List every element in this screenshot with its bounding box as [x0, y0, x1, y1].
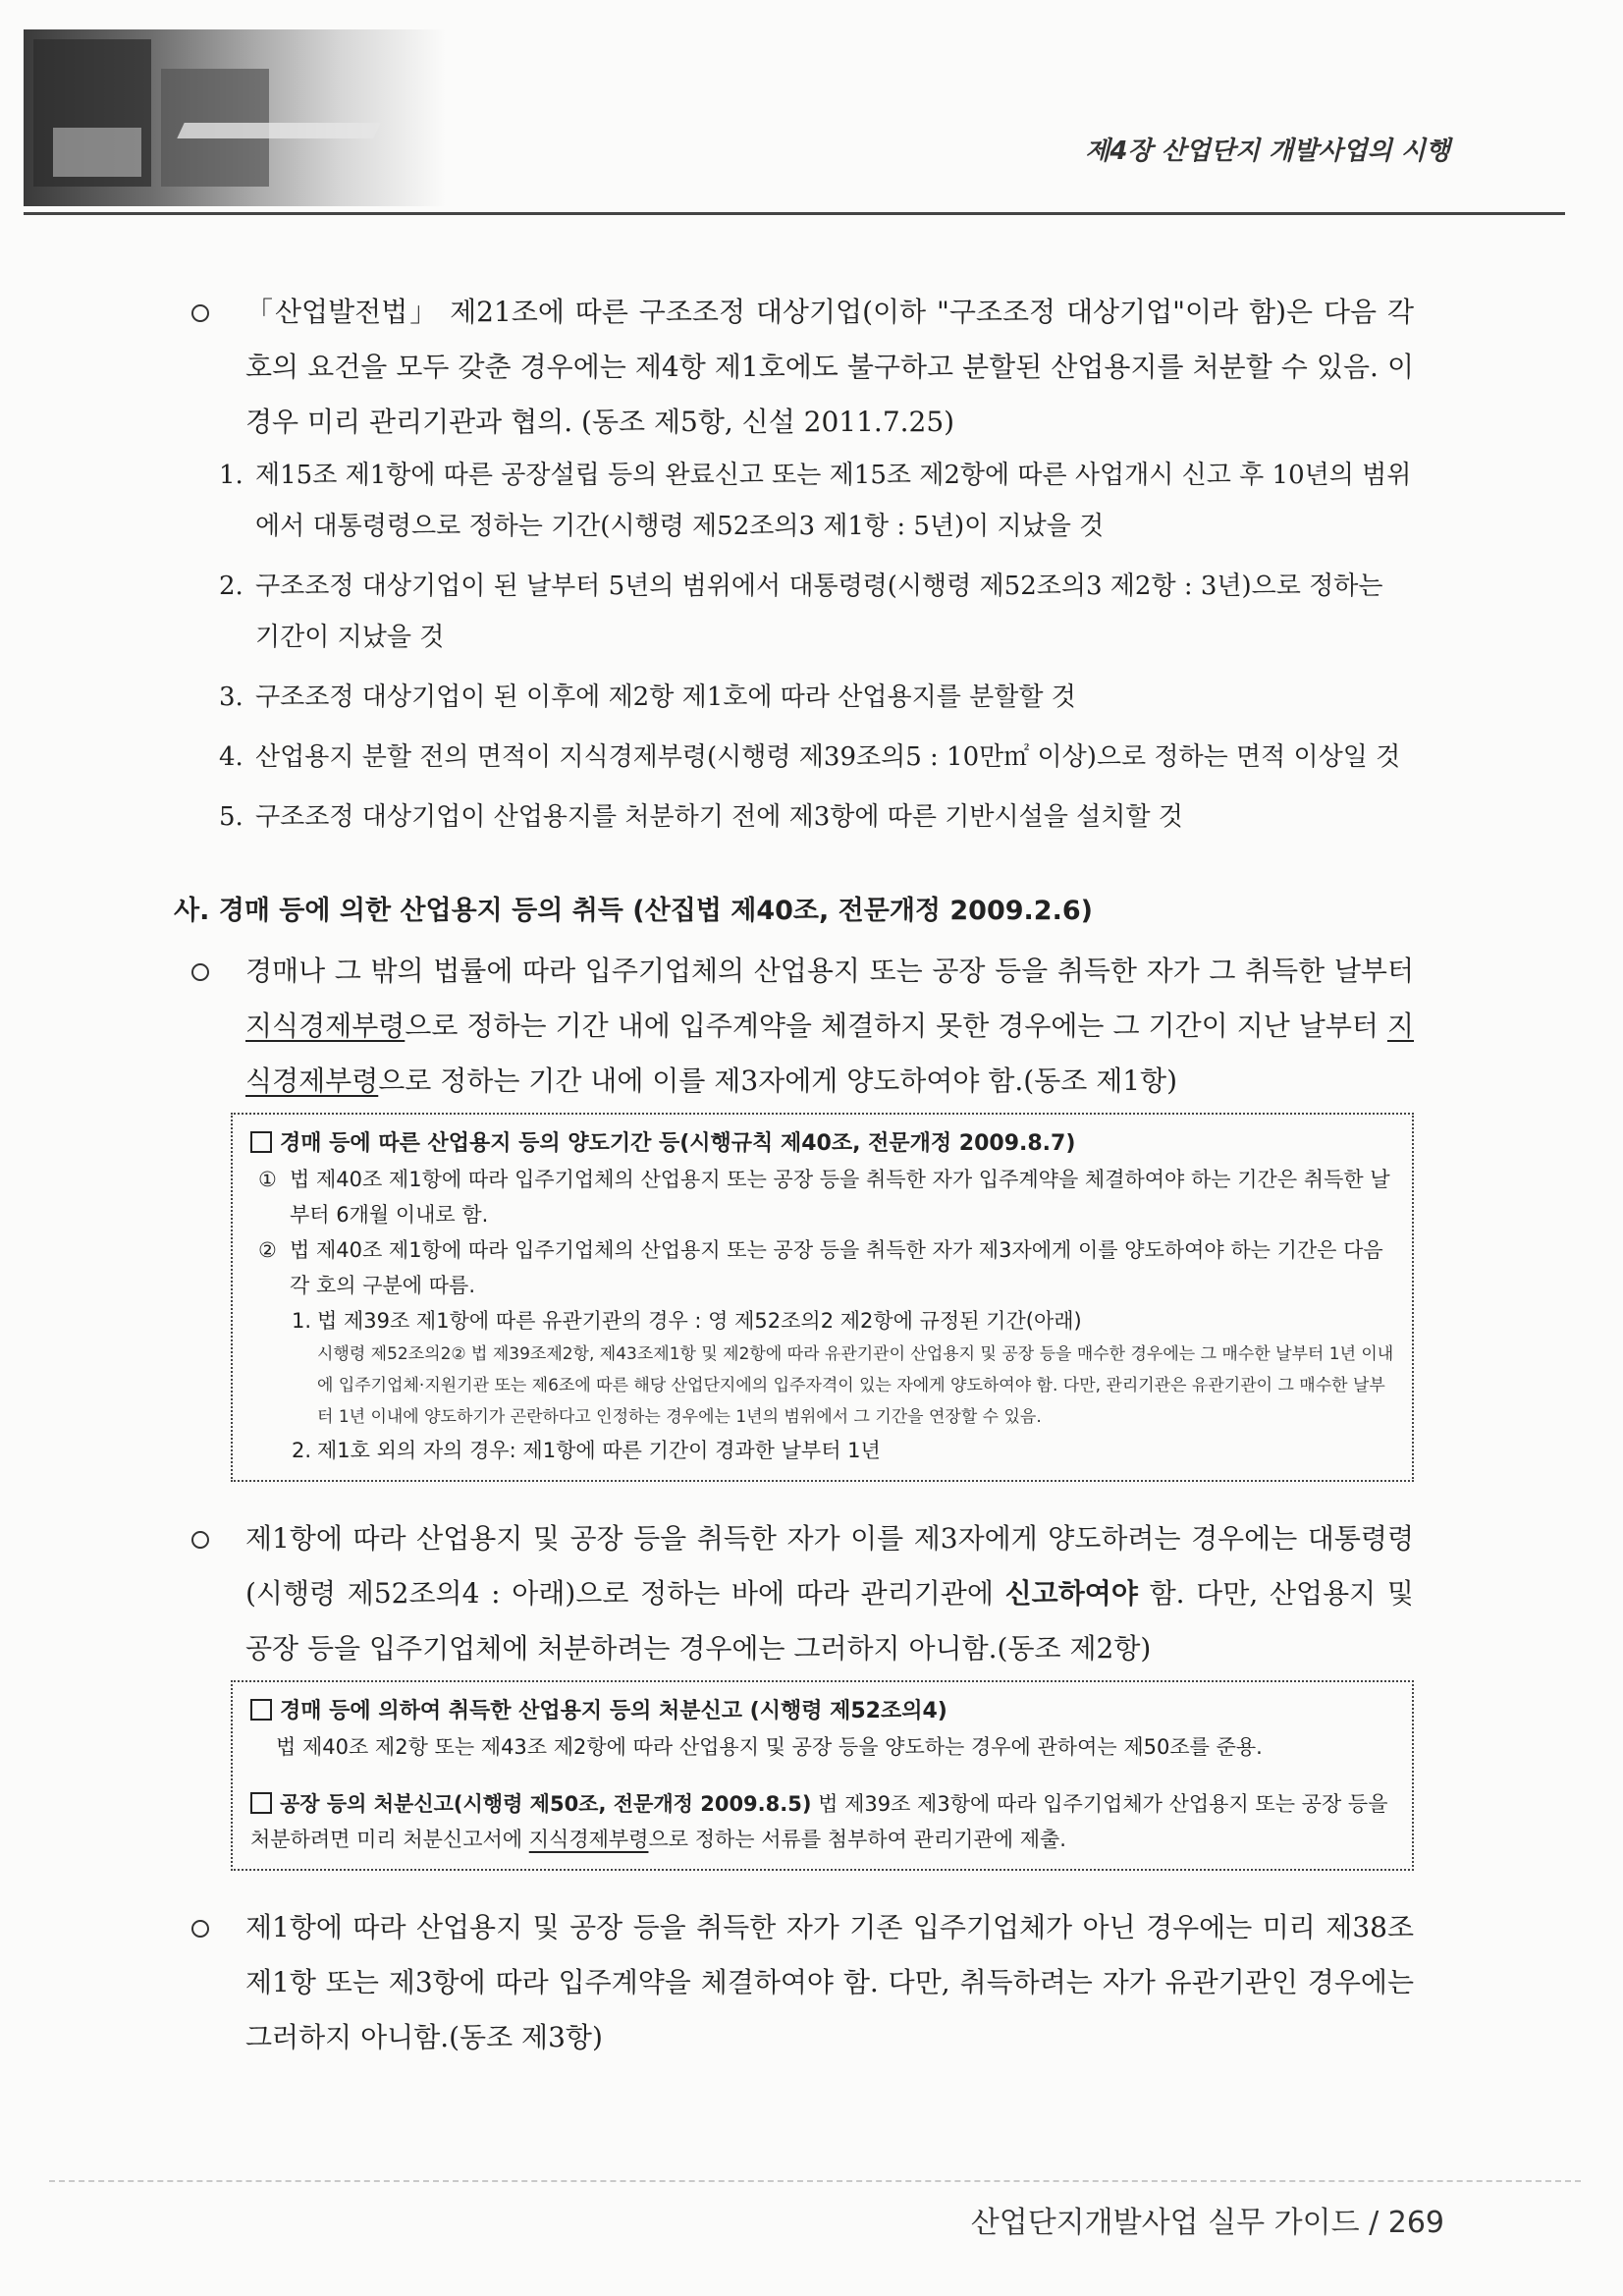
sub-item-text: 제1호 외의 자의 경우: 제1항에 따른 기간이 경과한 날부터 1년 — [317, 1439, 881, 1462]
underlined-term: 지식경제부령 — [245, 1010, 1414, 1097]
box-title-text: 경매 등에 따른 산업용지 등의 양도기간 등(시행규칙 제40조, 전문개정 2009.8.7) — [280, 1131, 1076, 1156]
circle-bullet-icon — [191, 1920, 209, 1938]
paragraph-3 — [191, 1511, 1414, 1676]
item-text: 제15조 제1항에 따른 공장설립 등의 완료신고 또는 제15조 제2항에 따른 사업개시 신고 후 10년의 범위에서 대통령령으로 정하는 기간(시행령 제52조의3 제1항 : 5년)이 지났을 것 — [255, 461, 1412, 541]
clause-number: ② — [258, 1238, 277, 1262]
box-title-text: 공장 등의 처분신고(시행령 제50조, 전문개정 2009.8.5) — [280, 1792, 812, 1816]
sub-item-1 — [250, 1303, 1398, 1339]
header-rule — [24, 212, 1565, 215]
regulation-box-2 — [231, 1680, 1414, 1871]
section-heading: 사. 경매 등에 의한 산업용지 등의 취득 (산집법 제40조, 전문개정 2009.2.6) — [174, 896, 1093, 926]
clause-text: 법 제40조 제1항에 따라 입주기업체의 산업용지 또는 공장 등을 취득한 자가 입주계약을 체결하여야 하는 기간은 취득한 날부터 6개월 이내로 함. — [290, 1168, 1390, 1227]
paragraph-2-text: 으로 정하는 기간 내에 입주계약을 체결하지 못한 경우에는 그 기간이 지난 날부터 — [405, 1010, 1387, 1042]
paragraph-2 — [191, 944, 1414, 1109]
paragraph-4-text: 제1항에 따라 산업용지 및 공장 등을 취득한 자가 기존 입주기업체가 아닌 경우에는 미리 제38조 제1항 또는 제3항에 따라 입주계약을 체결하여야 함. 다만, 취득하려는 자가 유관기관인 경우에는 그러하지 아니함.(동조 제3항) — [245, 1911, 1414, 2053]
item-number: 2. — [219, 572, 243, 601]
paragraph-4 — [191, 1900, 1414, 2065]
underlined-term: 지식경제부령 — [528, 1828, 649, 1851]
paragraph-3-text: 함. 다만, 산업용지 및 공장 등을 입주기업체에 처분하려는 경우에는 그러하지 아니함.(동조 제2항) — [245, 1577, 1414, 1665]
item-text: 구조조정 대상기업이 산업용지를 처분하기 전에 제3항에 따른 기반시설을 설치할 것 — [255, 802, 1183, 832]
checkbox-square-icon — [250, 1699, 272, 1721]
sub-item-2 — [250, 1433, 1398, 1468]
list-item — [219, 732, 1414, 783]
checkbox-square-icon — [250, 1131, 272, 1153]
circle-bullet-icon — [191, 963, 209, 981]
box-paragraph — [250, 1786, 1398, 1857]
list-item — [219, 450, 1414, 552]
clause-text: 법 제40조 제1항에 따라 입주기업체의 산업용지 또는 공장 등을 취득한 자가 제3자에게 이를 양도하여야 하는 기간은 다음 각 호의 구분에 따름. — [290, 1238, 1383, 1297]
item-number: 1. — [219, 461, 243, 490]
list-item — [219, 792, 1414, 843]
item-number: 5. — [219, 802, 243, 832]
box-text: 법 제39조 제3항에 따라 입주기업체가 산업용지 또는 공장 등을 처분하려면 미리 처분신고서에 — [250, 1792, 1388, 1851]
sub-item-number: 1. — [292, 1309, 312, 1333]
list-item — [219, 561, 1414, 663]
header-photo — [24, 29, 446, 206]
paragraph-2-text: 으로 정하는 기간 내에 이를 제3자에게 양도하여야 함.(동조 제1항) — [378, 1065, 1178, 1097]
checkbox-square-icon — [250, 1792, 272, 1814]
requirement-list — [219, 450, 1414, 843]
footer-rule — [49, 2180, 1581, 2182]
box-title — [250, 1694, 1398, 1729]
chapter-title: 제4장 산업단지 개발사업의 시행 — [1085, 137, 1450, 166]
regulation-box-1 — [231, 1113, 1414, 1482]
list-item — [219, 672, 1414, 723]
emphasis: 신고하여야 — [1004, 1577, 1138, 1610]
paragraph-1-text: 「산업발전법」 제21조에 따른 구조조정 대상기업(이하 "구조조정 대상기업"이라 함)은 다음 각 호의 요건을 모두 갖춘 경우에는 제4항 제1호에도 불구하고 분할된 산업용지를 처분할 수 있음. 이 경우 미리 관리기관과 협의. (동조 제5항, 신설 2011.7.25) — [245, 296, 1414, 438]
paragraph-1 — [191, 285, 1414, 450]
clause-2 — [250, 1232, 1398, 1303]
box-title-text: 경매 등에 의하여 취득한 산업용지 등의 처분신고 (시행령 제52조의4) — [280, 1699, 947, 1723]
circle-bullet-icon — [191, 304, 209, 322]
item-number: 4. — [219, 742, 243, 772]
sub-item-number: 2. — [292, 1439, 312, 1462]
page-body — [174, 285, 1414, 2065]
paragraph-3-text: 제1항에 따라 산업용지 및 공장 등을 취득한 자가 이를 제3자에게 양도하려는 경우에는 대통령령(시행령 제52조의4 : 아래)으로 정하는 바에 따라 관리기관에 — [245, 1522, 1414, 1610]
clause-number: ① — [258, 1168, 277, 1191]
page-footer: 산업단지개발사업 실무 가이드 / 269 — [970, 2206, 1444, 2240]
paragraph-2-text: 경매나 그 밖의 법률에 따라 입주기업체의 산업용지 또는 공장 등을 취득한 자가 그 취득한 날부터 — [245, 955, 1414, 987]
box-text: 으로 정하는 서류를 첨부하여 관리기관에 제출. — [648, 1828, 1066, 1851]
clause-1 — [250, 1162, 1398, 1232]
item-number: 3. — [219, 683, 243, 712]
box-title — [250, 1126, 1398, 1162]
underlined-term: 지식경제부령 — [245, 1010, 406, 1042]
item-text: 산업용지 분할 전의 면적이 지식경제부령(시행령 제39조의5 : 10만㎡ 이상)으로 정하는 면적 이상일 것 — [255, 742, 1401, 772]
sub-item-text: 법 제39조 제1항에 따른 유관기관의 경우 : 영 제52조의2 제2항에 규정된 기간(아래) — [317, 1309, 1082, 1333]
box-text: 법 제40조 제2항 또는 제43조 제2항에 따라 산업용지 및 공장 등을 양도하는 경우에 관하여는 제50조를 준용. — [276, 1735, 1263, 1759]
circle-bullet-icon — [191, 1531, 209, 1549]
item-text: 구조조정 대상기업이 된 날부터 5년의 범위에서 대통령령(시행령 제52조의3 제2항 : 3년)으로 정하는 기간이 지났을 것 — [255, 572, 1383, 652]
quoted-regulation: 시행령 제52조의2② 법 제39조제2항, 제43조제1항 및 제2항에 따라 유관기관이 산업용지 및 공장 등을 매수한 경우에는 그 매수한 날부터 1년 이내에 입주기업체·지원기관 또는 제6조에 따른 해당 산업단지에의 입주자격이 있는 자에게 양도하여야 함. 다만, 관리기관은 유관기관이 그 매수한 날부터 1년 이내에 양도하기가 곤란하다고 인정하는 경우에는 1년의 범위에서 그 기간을 연장할 수 있음. — [317, 1344, 1394, 1427]
item-text: 구조조정 대상기업이 된 이후에 제2항 제1호에 따라 산업용지를 분할할 것 — [255, 683, 1076, 712]
